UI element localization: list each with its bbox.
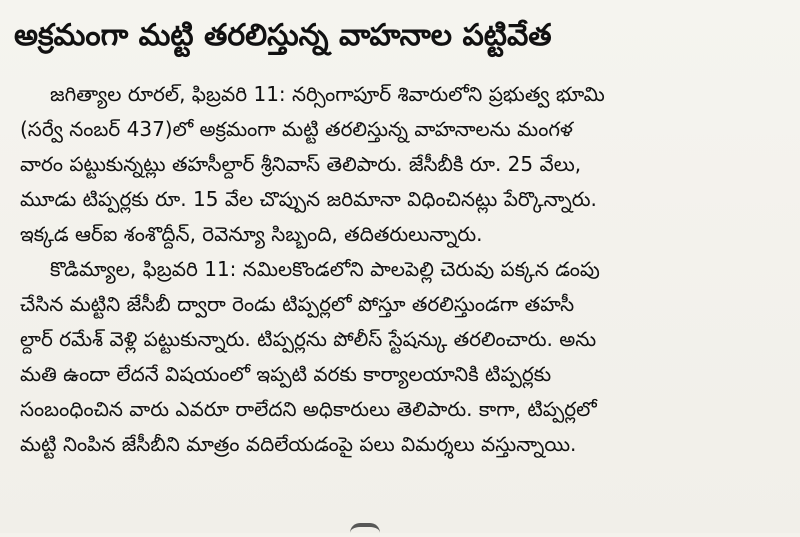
paragraph-2-line-2: చేసిన మట్టిని జేసీబీ ద్వారా రెండు టిప్పర్లలో పోస్తూ తరలిస్తుండగా తహసీ (20, 292, 575, 316)
paragraph-1-line-3: వారం పట్టుకున్నట్లు తహసీల్దార్ శ్రీనివాస్ తెలిపారు. జేసీబీకి రూ. 25 వేలు, (20, 152, 582, 176)
paragraph-2-line-5: సంబంధించిన వారు ఎవరూ రాలేదని అధికారులు తెలిపారు. కాగా, టిప్పర్లలో (20, 397, 597, 421)
headline: అక్రమంగా మట్టి తరలిస్తున్న వాహనాల పట్టివేత (14, 18, 552, 53)
paragraph-1-line-2: (సర్వే నంబర్ 437)లో అక్రమంగా మట్టి తరలిస్తున్న వాహనాలను మంగళ (20, 117, 573, 141)
paragraph-1-line-5: ఇక్కడ ఆర్ఐ శంశొద్దీన్, రెవెన్యూ సిబ్బంది, తదితరులున్నారు. (20, 222, 483, 246)
paragraph-2-line-6: మట్టి నింపిన జేసీబీని మాత్రం వదిలేయడంపై పలు విమర్శలు వస్తున్నాయి. (20, 432, 577, 456)
paragraph-2-line-4: మతి ఉందా లేదనే విషయంలో ఇప్పటి వరకు కార్యాలయానికి టిప్పర్లకు (20, 362, 552, 386)
clipping-cut-mark (350, 523, 380, 537)
paragraph-1-line-4: మూడు టిప్పర్లకు రూ. 15 వేల చొప్పున జరిమానా విధించినట్లు పేర్కొన్నారు. (20, 187, 597, 211)
paragraph-2-line-3: ల్దార్ రమేశ్ వెళ్లి పట్టుకున్నారు. టిప్పర్లను పోలీస్ స్టేషన్కు తరలించారు. అను (20, 327, 597, 351)
paragraph-2-line-1: కొడిమ్యాల, ఫిబ్రవరి 11: నమిలకొండలోని పాలపెల్లి చెరువు పక్కన డంపు (50, 257, 600, 281)
paragraph-1-line-1: జగిత్యాల రూరల్, ఫిబ్రవరి 11: నర్సింగాపూర్ శివారులోని ప్రభుత్వ భూమి (50, 82, 605, 106)
article-body (20, 77, 790, 462)
